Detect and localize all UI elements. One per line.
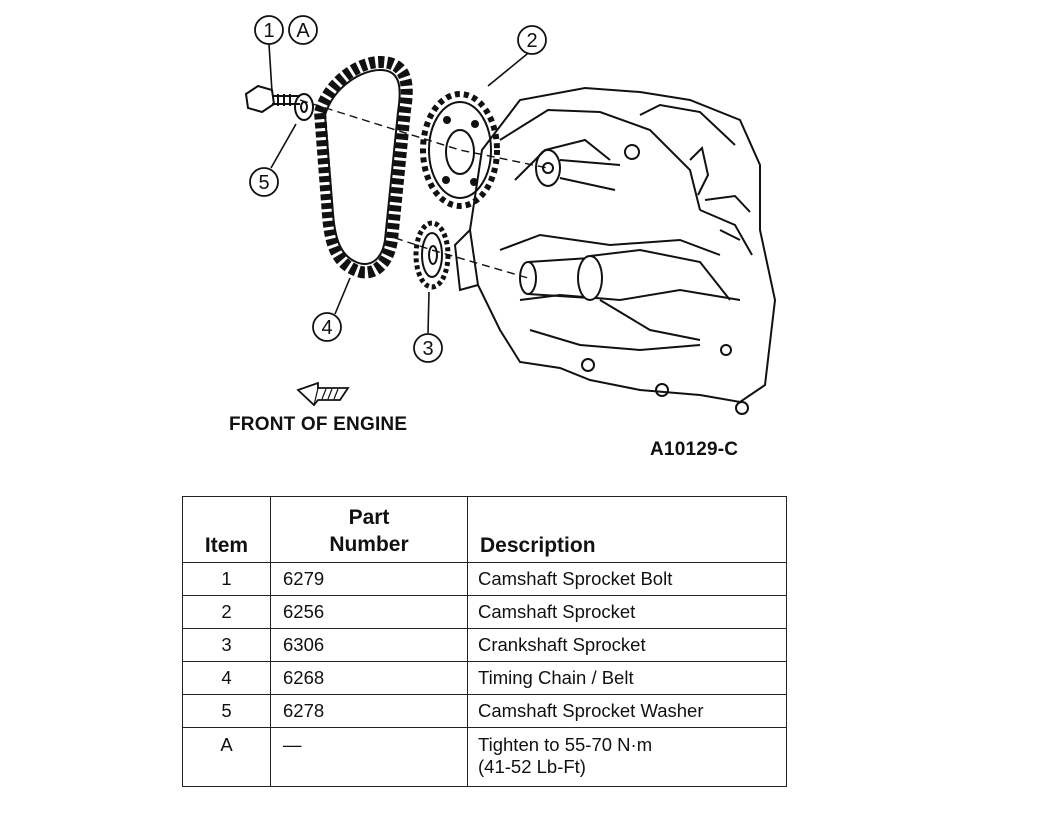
row-item: 5 <box>183 695 271 728</box>
front-arrow-icon <box>296 381 350 407</box>
row-description: Camshaft Sprocket Bolt <box>468 563 787 596</box>
engine-block-illustration <box>455 88 775 414</box>
table-row <box>183 629 787 662</box>
row-description <box>468 728 787 787</box>
row-item: A <box>183 728 271 787</box>
callout-5 <box>250 168 278 196</box>
svg-text:4: 4 <box>321 317 333 339</box>
row-item: 2 <box>183 596 271 629</box>
header-part-number <box>271 497 468 563</box>
crankshaft-sprocket-illustration <box>416 223 448 287</box>
front-of-engine-label: FRONT OF ENGINE <box>229 414 408 435</box>
row-description: Crankshaft Sprocket <box>468 629 787 662</box>
row-description: Timing Chain / Belt <box>468 662 787 695</box>
timing-chain-illustration <box>320 62 407 272</box>
table-row <box>183 695 787 728</box>
callout-1 <box>255 16 283 44</box>
camshaft-bolt-illustration <box>246 86 300 112</box>
row-item: 1 <box>183 563 271 596</box>
svg-text:5: 5 <box>258 172 270 194</box>
header-item: Item <box>183 497 271 563</box>
torque-spec-line1: Tighten to 55-70 N·m <box>478 734 653 755</box>
table-row <box>183 662 787 695</box>
table-row <box>183 596 787 629</box>
table-row <box>183 563 787 596</box>
table-header-row <box>183 497 787 563</box>
svg-text:A: A <box>296 20 310 42</box>
svg-text:3: 3 <box>422 338 434 360</box>
header-part-line2: Number <box>329 533 409 556</box>
torque-spec-line2: (41-52 Lb-Ft) <box>478 756 586 777</box>
svg-text:1: 1 <box>263 20 275 42</box>
row-part-number: 6278 <box>271 695 468 728</box>
header-part-line1: Part <box>348 506 390 529</box>
camshaft-sprocket-illustration <box>423 94 497 206</box>
header-description: Description <box>468 497 787 563</box>
camshaft-washer-illustration <box>295 94 313 120</box>
row-item: 3 <box>183 629 271 662</box>
row-description: Camshaft Sprocket Washer <box>468 695 787 728</box>
row-part-number: 6306 <box>271 629 468 662</box>
svg-text:2: 2 <box>526 30 538 52</box>
callout-4 <box>313 313 341 341</box>
row-item: 4 <box>183 662 271 695</box>
figure-id: A10129-C <box>650 439 739 460</box>
callout-2 <box>518 26 546 54</box>
callout-3 <box>414 334 442 362</box>
parts-table <box>182 496 787 787</box>
callout-A <box>289 16 317 44</box>
row-part-number: 6268 <box>271 662 468 695</box>
table-row-note <box>183 728 787 787</box>
row-part-number: 6279 <box>271 563 468 596</box>
row-part-number: 6256 <box>271 596 468 629</box>
row-part-number: — <box>271 728 468 787</box>
row-description: Camshaft Sprocket <box>468 596 787 629</box>
